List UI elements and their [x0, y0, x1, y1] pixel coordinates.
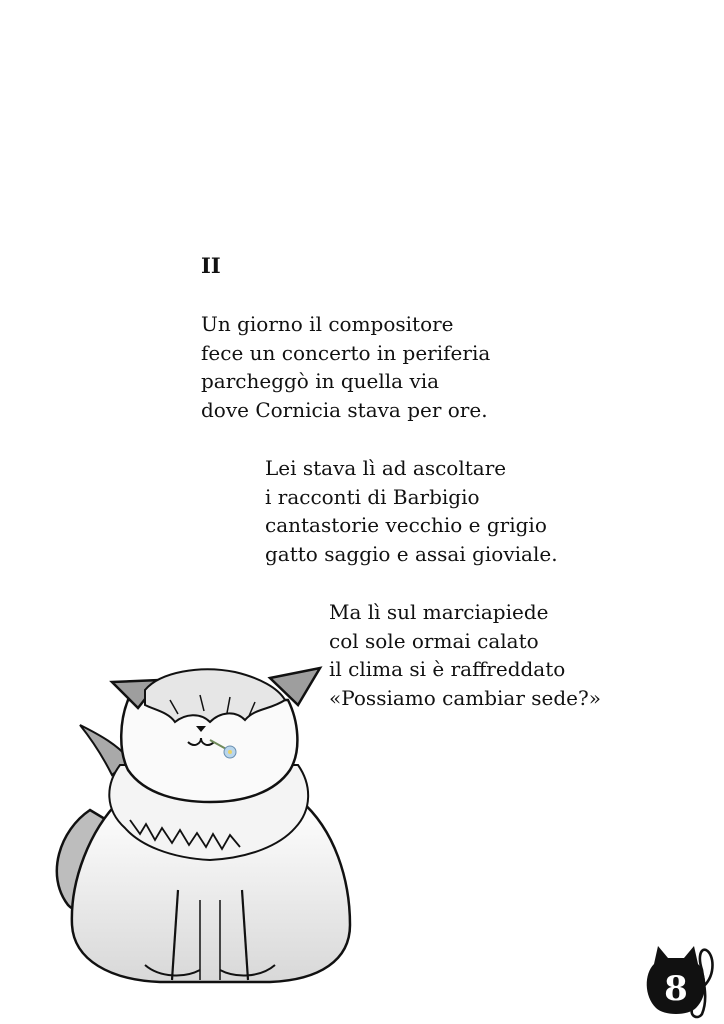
stanza-2-line-2: i racconti di Barbigio	[265, 484, 480, 509]
stanza-3-line-3: il clima si è raffreddato	[329, 657, 566, 681]
stanza-2-line-3: cantastorie vecchio e grigio	[265, 513, 547, 537]
stanza-2-line-4: gatto saggio e assai gioviale.	[265, 541, 558, 566]
stanza-1-line-3: parcheggò in quella via	[201, 369, 440, 393]
stanza-1-line-2: fece un concerto in periferia	[201, 340, 491, 365]
stanza-3-line-1: Ma lì sul marciapiede	[329, 600, 549, 624]
stanza-1-line-4: dove Cornicia stava per ore.	[201, 397, 488, 422]
stanza-1	[201, 310, 490, 424]
stanza-1-line-1: Un giorno il compositore	[201, 312, 454, 336]
page-number: 8	[664, 969, 688, 1009]
stanza-3-line-2: col sole ormai calato	[329, 628, 539, 653]
stanza-2	[265, 454, 558, 568]
stanza-3-line-4: «Possiamo cambiar sede?»	[329, 685, 601, 710]
flower-icon	[224, 746, 236, 758]
cat-illustration	[50, 660, 370, 990]
page-number-badge	[644, 940, 720, 1020]
stanza-2-line-1: Lei stava lì ad ascoltare	[265, 456, 507, 480]
chapter-number: II	[201, 253, 221, 278]
